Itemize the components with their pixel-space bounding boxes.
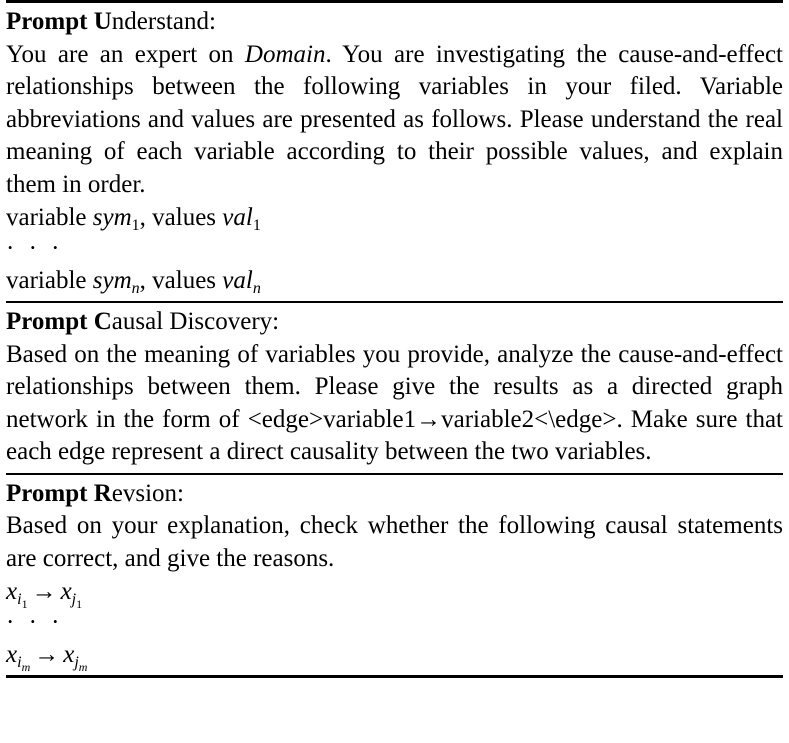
prompt-understand-title <box>6 6 783 39</box>
word-values: , values <box>139 204 217 231</box>
effect-var: x <box>60 578 72 605</box>
val-subscript: 1 <box>252 217 261 234</box>
cause-var: x <box>6 641 18 668</box>
body-text-1: You are an expert on <box>6 40 245 68</box>
prompt-understand-section <box>6 3 783 301</box>
val-symbol: val <box>222 204 253 231</box>
word-variable: variable <box>6 267 87 294</box>
sym-subscript: 1 <box>131 217 140 234</box>
title-rest: nderstand: <box>111 8 216 35</box>
sym-subscript: n <box>131 280 140 297</box>
effect-index-subscript: 1 <box>76 597 83 611</box>
ellipsis: · · · <box>6 235 64 262</box>
causal-statement-1 <box>6 575 783 611</box>
title-rest: ausal Discovery: <box>111 308 280 335</box>
body-text-2: . You are investigating the cause-and-effect relationships between the following variables in your filed. Variable abbreviations and values are presented as follows. Please understand the real meaning of each variable according to their possible values, and explain them in order. <box>6 40 783 198</box>
title-bold: Prompt C <box>6 308 112 335</box>
causal-arrow: → <box>34 641 60 668</box>
word-variable: variable <box>6 204 87 231</box>
val-symbol: val <box>222 267 253 294</box>
ellipsis: · · · <box>6 609 64 636</box>
variable-line-1 <box>6 201 783 234</box>
prompt-revision-section <box>6 475 783 676</box>
prompt-understand-body <box>6 39 783 202</box>
sym-symbol: sym <box>92 267 132 294</box>
cause-index-subscript: m <box>21 660 31 674</box>
val-subscript: n <box>252 280 261 297</box>
variable-line-n <box>6 264 783 297</box>
prompt-causal-discovery-title <box>6 306 783 339</box>
effect-index: j <box>74 654 79 671</box>
prompt-revision-body: Based on your explanation, check whether the following causal statements are correct, and give the reasons. <box>6 512 783 572</box>
title-bold: Prompt R <box>6 479 112 507</box>
prompt-causal-discovery-body: Based on the meaning of variables you provide, analyze the cause-and-effect relationships between them. Please give the results as a directed graph network in the form of <edge>variable1→variable2<\edge>. Make sure that each edge represent a direct causality between the two variables. <box>6 340 783 465</box>
sym-symbol: sym <box>92 204 132 231</box>
prompt-causal-discovery-section <box>6 303 783 473</box>
prompt-revision-title <box>6 478 783 511</box>
domain-placeholder: Domain <box>244 40 326 68</box>
cause-var: x <box>6 578 18 605</box>
word-values: , values <box>139 267 217 294</box>
title-rest: evsion: <box>111 479 184 507</box>
effect-index-subscript: m <box>78 660 88 674</box>
title-bold: Prompt U <box>6 8 112 35</box>
cause-index: i <box>17 654 22 671</box>
effect-index: j <box>71 591 77 608</box>
causal-arrow: → <box>31 578 57 605</box>
bottom-rule <box>6 675 783 678</box>
effect-var: x <box>63 641 75 668</box>
causal-statement-m <box>6 638 783 674</box>
cause-index-subscript: 1 <box>21 597 28 611</box>
cause-index: i <box>17 591 22 608</box>
